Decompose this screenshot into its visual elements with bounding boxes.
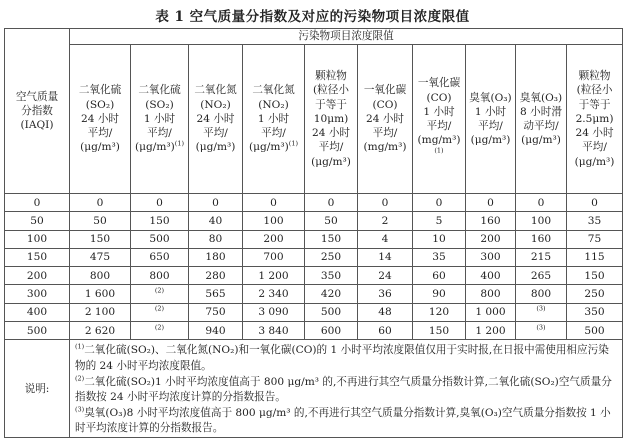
iaqi-value: 400 <box>5 303 70 321</box>
limit-value: 2 620 <box>70 322 131 340</box>
limit-value: 115 <box>567 248 623 266</box>
column-header <box>567 45 623 194</box>
column-header-label: 一氧化碳 (CO) 24 小时 平均/ (mg/m³) <box>363 84 407 154</box>
table-body <box>5 194 623 340</box>
column-header-label: 二氧化硫 (SO₂) 24 小时 平均/ (μg/m³) <box>78 84 122 154</box>
limit-value: 35 <box>413 248 466 266</box>
limit-value: 400 <box>466 267 516 285</box>
limit-value: 250 <box>305 248 358 266</box>
limit-value: 0 <box>70 194 131 212</box>
table-row <box>5 303 623 321</box>
limit-value: 0 <box>243 194 305 212</box>
limit-value: 150 <box>70 230 131 248</box>
iaqi-value: 100 <box>5 230 70 248</box>
limit-value: 1 000 <box>466 303 516 321</box>
note-mark: (2) <box>154 323 165 332</box>
limit-value: 180 <box>189 248 243 266</box>
note-mark: (1) <box>75 342 85 351</box>
limit-value: 60 <box>413 267 466 285</box>
limit-value: 50 <box>70 212 131 230</box>
limit-value: 1 200 <box>466 322 516 340</box>
limit-value: 0 <box>189 194 243 212</box>
limit-value: 700 <box>243 248 305 266</box>
limit-value: 1 600 <box>70 285 131 303</box>
column-header <box>131 45 189 194</box>
table-row <box>5 322 623 340</box>
note-item <box>75 343 618 374</box>
limit-value: 4 <box>358 230 413 248</box>
limit-value: 150 <box>305 230 358 248</box>
limit-value: 5 <box>413 212 466 230</box>
column-header <box>189 45 243 194</box>
note-mark: (1) <box>174 139 184 148</box>
limit-value: 40 <box>189 212 243 230</box>
note-mark: (3) <box>536 304 546 313</box>
limit-value: 36 <box>358 285 413 303</box>
note-mark: (1) <box>434 146 444 155</box>
iaqi-value: 300 <box>5 285 70 303</box>
iaqi-value: 0 <box>5 194 70 212</box>
limit-value: 10 <box>413 230 466 248</box>
iaqi-value: 150 <box>5 248 70 266</box>
column-header-row <box>5 45 623 194</box>
notes-row <box>5 340 623 438</box>
limit-value: 75 <box>567 230 623 248</box>
limit-value: 160 <box>466 212 516 230</box>
iaqi-header: 空气质量 分指数 (IAQI) <box>5 29 70 194</box>
note-text: 二氧化硫(SO₂)1 小时平均浓度值高于 800 μg/m³ 的,不再进行其空气质量分指数计算,二氧化硫(SO₂)空气质量分指数按 24 小时平均浓度计算的分指数报告。 <box>75 375 612 404</box>
limit-value: 500 <box>567 322 623 340</box>
limit-value: 2 100 <box>70 303 131 321</box>
limit-value: 800 <box>516 285 567 303</box>
limit-value: 0 <box>131 194 189 212</box>
limit-value: 2 340 <box>243 285 305 303</box>
note-mark: (3) <box>536 323 546 332</box>
limit-value <box>516 322 567 340</box>
limit-value: 750 <box>189 303 243 321</box>
note-text: 臭氧(O₃)8 小时平均浓度值高于 800 μg/m³ 的,不再进行其空气质量分指数计算,臭氧(O₃)空气质量分指数按 1 小时平均浓度计算的分指数报告。 <box>75 406 611 435</box>
limit-value: 300 <box>466 248 516 266</box>
limit-value: 800 <box>70 267 131 285</box>
limit-value: 35 <box>567 212 623 230</box>
limit-value: 500 <box>305 303 358 321</box>
limit-value: 150 <box>131 212 189 230</box>
column-header-label: 二氧化氮 (NO₂) 1 小时 平均/ (μg/m³) <box>248 84 295 154</box>
column-header-label: 臭氧(O₃) 1 小时 平均/ (μg/m³) <box>469 91 512 147</box>
column-header <box>243 45 305 194</box>
limit-value: 350 <box>305 267 358 285</box>
column-header-label: 一氧化碳 (CO) 1 小时 平均/ (mg/m³) <box>417 77 461 147</box>
limit-value <box>131 303 189 321</box>
limit-value: 650 <box>131 248 189 266</box>
table-row <box>5 248 623 266</box>
note-mark: (2) <box>154 286 165 295</box>
limit-value: 500 <box>131 230 189 248</box>
column-header <box>413 45 466 194</box>
limit-value: 3 090 <box>243 303 305 321</box>
limit-value: 120 <box>413 303 466 321</box>
iaqi-value: 500 <box>5 322 70 340</box>
limit-value: 0 <box>466 194 516 212</box>
limit-value: 150 <box>413 322 466 340</box>
limit-value: 940 <box>189 322 243 340</box>
column-header <box>466 45 516 194</box>
limit-value: 800 <box>466 285 516 303</box>
column-header-label: 颗粒物 (粒径小 于等于 10μm) 24 小时 平均/ (μg/m³) <box>311 70 351 168</box>
limit-value: 250 <box>567 285 623 303</box>
iaqi-value: 50 <box>5 212 70 230</box>
column-header <box>305 45 358 194</box>
limit-value: 0 <box>413 194 466 212</box>
table-row <box>5 230 623 248</box>
limit-value: 3 840 <box>243 322 305 340</box>
limit-value: 24 <box>358 267 413 285</box>
column-header-label: 二氧化氮 (NO₂) 24 小时 平均/ (μg/m³) <box>194 84 237 154</box>
limit-value: 265 <box>516 267 567 285</box>
limit-value: 0 <box>567 194 623 212</box>
notes-cell <box>70 340 623 438</box>
limit-value: 60 <box>358 322 413 340</box>
note-text: 二氧化硫(SO₂)、二氧化氮(NO₂)和一氧化碳(CO)的 1 小时平均浓度限值仅用于实时报,在日报中需使用相应污染物的 24 小时平均浓度限值。 <box>75 344 609 372</box>
limit-value: 1 200 <box>243 267 305 285</box>
note-mark: (2) <box>75 374 85 383</box>
limit-value: 600 <box>305 322 358 340</box>
limit-value: 800 <box>131 267 189 285</box>
limit-value: 100 <box>243 212 305 230</box>
limit-value: 48 <box>358 303 413 321</box>
limit-value: 350 <box>567 303 623 321</box>
limit-value: 200 <box>243 230 305 248</box>
limit-value: 2 <box>358 212 413 230</box>
limit-value: 200 <box>466 230 516 248</box>
column-header-label: 二氧化硫 (SO₂) 1 小时 平均/ (μg/m³) <box>134 84 181 154</box>
table-row <box>5 267 623 285</box>
limit-value: 215 <box>516 248 567 266</box>
limit-value: 150 <box>567 267 623 285</box>
column-header <box>358 45 413 194</box>
table-row <box>5 285 623 303</box>
group-header-row <box>5 29 623 45</box>
limit-value: 280 <box>189 267 243 285</box>
limit-value: 565 <box>189 285 243 303</box>
note-mark: (1) <box>288 139 298 148</box>
limit-value: 50 <box>305 212 358 230</box>
note-item <box>75 406 618 437</box>
column-header <box>70 45 131 194</box>
table-title: 表 1 空气质量分指数及对应的污染物项目浓度限值 <box>155 9 470 25</box>
notes-label: 说明: <box>5 340 70 438</box>
note-mark: (2) <box>154 304 165 313</box>
limit-value: 100 <box>516 212 567 230</box>
limit-value: 475 <box>70 248 131 266</box>
limit-value: 420 <box>305 285 358 303</box>
limit-value: 160 <box>516 230 567 248</box>
limit-value: 0 <box>516 194 567 212</box>
limit-value: 14 <box>358 248 413 266</box>
limit-value: 0 <box>358 194 413 212</box>
column-header <box>516 45 567 194</box>
iaqi-value: 200 <box>5 267 70 285</box>
note-mark: (3) <box>75 405 85 414</box>
pollutant-limits-table <box>4 28 623 438</box>
column-header-label: 臭氧(O₃) 8 小时滑 动平均/ (μg/m³) <box>519 91 563 147</box>
note-item <box>75 375 618 406</box>
column-header-label: 颗粒物 (粒径小 于等于 2.5μm) 24 小时 平均/ (μg/m³) <box>574 70 615 168</box>
pollutant-group-header: 污染物项目浓度限值 <box>70 29 623 45</box>
limit-value: 0 <box>305 194 358 212</box>
limit-value: 90 <box>413 285 466 303</box>
table-row <box>5 194 623 212</box>
limit-value: 80 <box>189 230 243 248</box>
limit-value <box>131 285 189 303</box>
table-row <box>5 212 623 230</box>
limit-value <box>516 303 567 321</box>
limit-value <box>131 322 189 340</box>
